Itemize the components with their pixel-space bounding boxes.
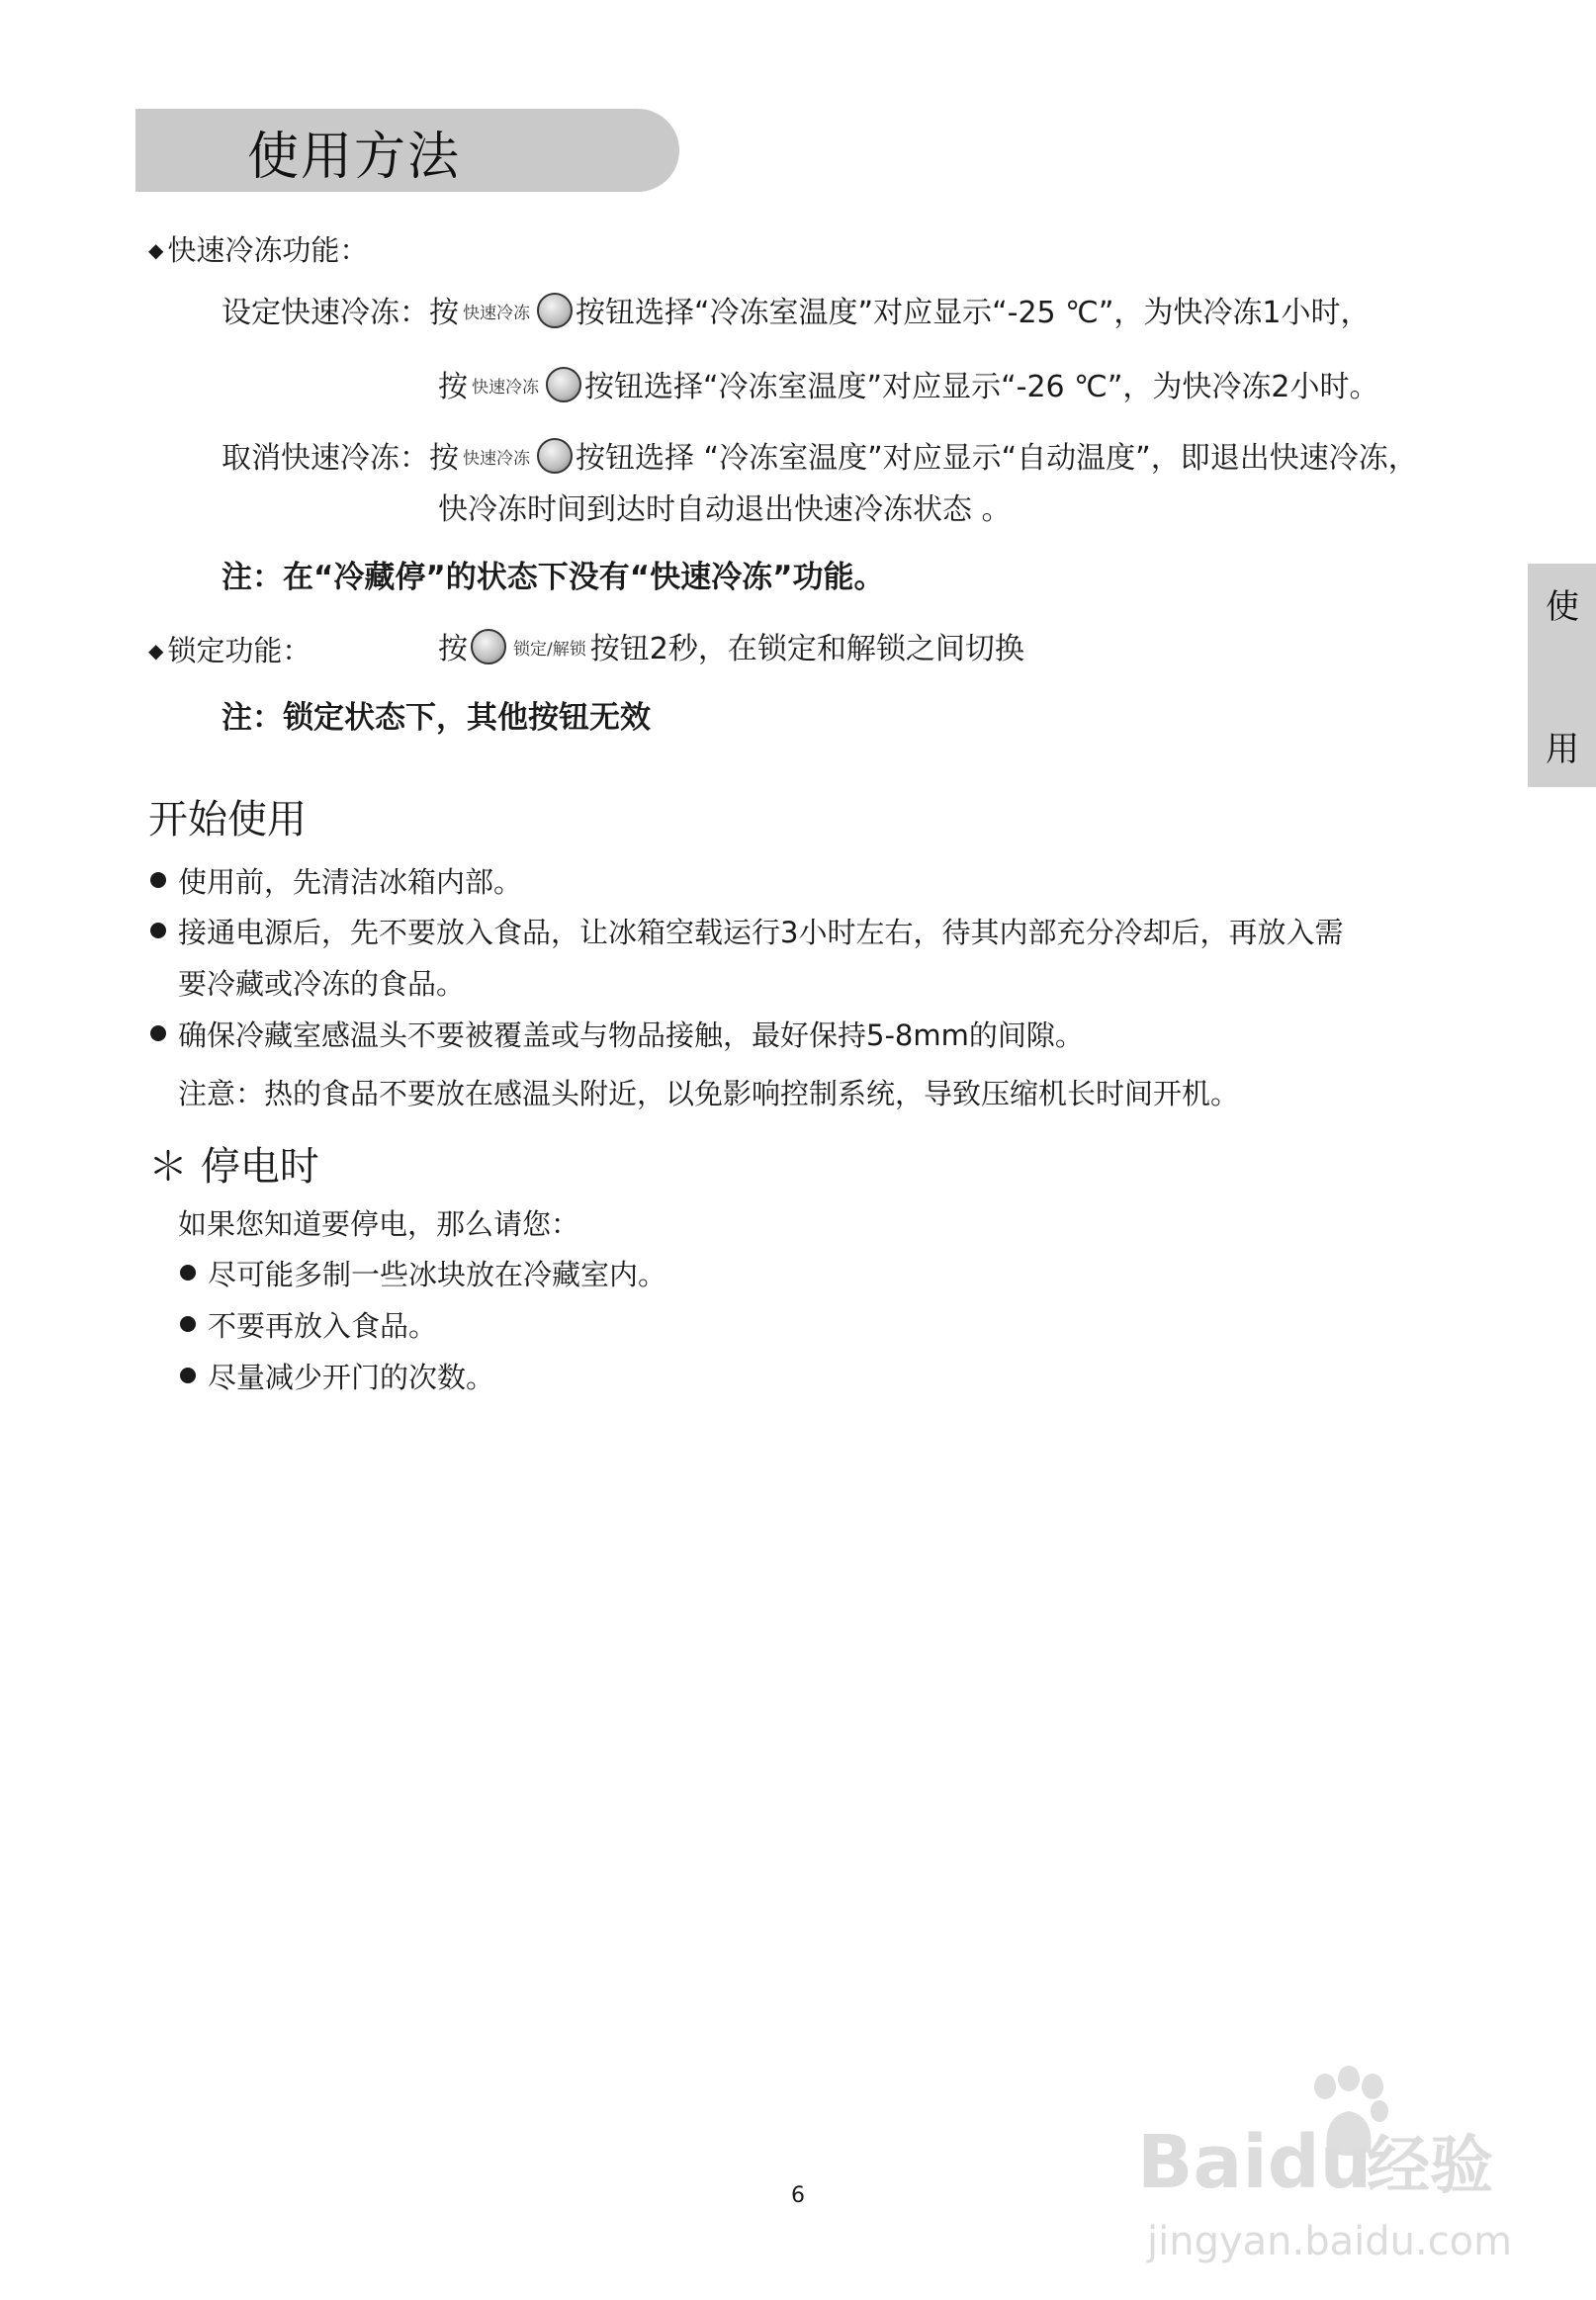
bullet-dot-icon [180,1368,196,1383]
quick-freeze-set-line-1: 设定快速冷冻：按 快速冷冻 按钮选择“冷冻室温度”对应显示“-25 ℃”，为快冷冻1小时， [222,293,1370,333]
bullet-dot-icon [150,923,166,938]
bullet-dot-icon [150,872,166,888]
quick-freeze-button-label: 快速冷冻 [463,304,530,323]
start-use-item: 接通电源后，先不要放入食品，让冰箱空载运行3小时左右，待其内部充分冷却后，再放入需 [150,913,1343,952]
start-use-heading: 开始使用 [148,797,307,842]
power-outage-item: 尽可能多制一些冰块放在冷藏室内。 [180,1255,666,1294]
section-side-tab [1528,564,1596,787]
set-quick-freeze-label: 设定快速冷冻： [222,296,429,330]
lock-button-label: 锁定/解锁 [513,640,586,660]
side-tab-char-1: 使 [1546,587,1579,627]
power-outage-intro: 如果您知道要停电，那么请您： [178,1207,580,1241]
cancel-quick-freeze-label: 取消快速冷冻： [222,441,429,476]
quick-freeze-button-icon [546,367,581,402]
quick-freeze-button-icon [537,438,573,474]
diamond-bullet-icon: ◆ [148,238,164,262]
watermark-brand: Baidu [1137,2120,1373,2205]
quick-freeze-button-label: 快速冷冻 [472,378,539,398]
quick-freeze-set-line-2: 按快速冷冻 按钮选择“冷冻室温度”对应显示“-26 ℃”，为快冷冻2小时。 [438,367,1378,407]
start-use-note: 注意：热的食品不要放在感温头附近，以免影响控制系统，导致压缩机长时间开机。 [178,1077,1240,1110]
baidu-watermark [1137,2057,1513,2284]
lock-note: 注：锁定状态下，其他按钮无效 [222,700,651,736]
bullet-dot-icon [180,1316,196,1332]
quick-freeze-cancel-line: 取消快速冷冻：按 快速冷冻 按钮选择 “冷冻室温度”对应显示“自动温度”，即退出快速冷冻， [222,438,1418,479]
watermark-url: jingyan.baidu.com [1147,2219,1513,2264]
power-outage-heading: ＊ 停电时 [148,1144,319,1190]
bullet-dot-icon [180,1265,196,1281]
power-outage-item: 不要再放入食品。 [180,1306,437,1346]
start-use-item: 使用前，先清洁冰箱内部。 [150,862,522,902]
power-outage-item: 尽量减少开门的次数。 [180,1358,494,1397]
lock-instruction: 按 锁定/解锁 按钮2秒，在锁定和解锁之间切换 [438,629,1024,669]
start-use-item: 确保冷藏室感温头不要被覆盖或与物品接触，最好保持5-8mm的间隙。 [150,1016,1084,1055]
watermark-cn: 经验 [1367,2130,1493,2203]
bullet-dot-icon [150,1025,166,1041]
quick-freeze-button-label: 快速冷冻 [463,449,530,469]
start-use-item-continuation: 要冷藏或冷冻的食品。 [178,967,466,1001]
side-tab-char-2: 用 [1546,730,1579,769]
quick-freeze-note: 注：在“冷藏停”的状态下没有“快速冷冻”功能。 [222,560,885,595]
lock-button-icon [471,629,506,664]
quick-freeze-auto-exit-text: 快冷冻时间到达时自动退出快速冷冻状态 。 [438,492,1012,527]
lock-heading: ◆ 锁定功能： [148,634,311,667]
quick-freeze-button-icon [537,293,573,328]
quick-freeze-heading: ◆ 快速冷冻功能： [148,233,369,267]
page-title: 使用方法 [247,128,462,187]
page-number: 6 [791,2183,805,2208]
diamond-bullet-icon: ◆ [148,639,164,663]
